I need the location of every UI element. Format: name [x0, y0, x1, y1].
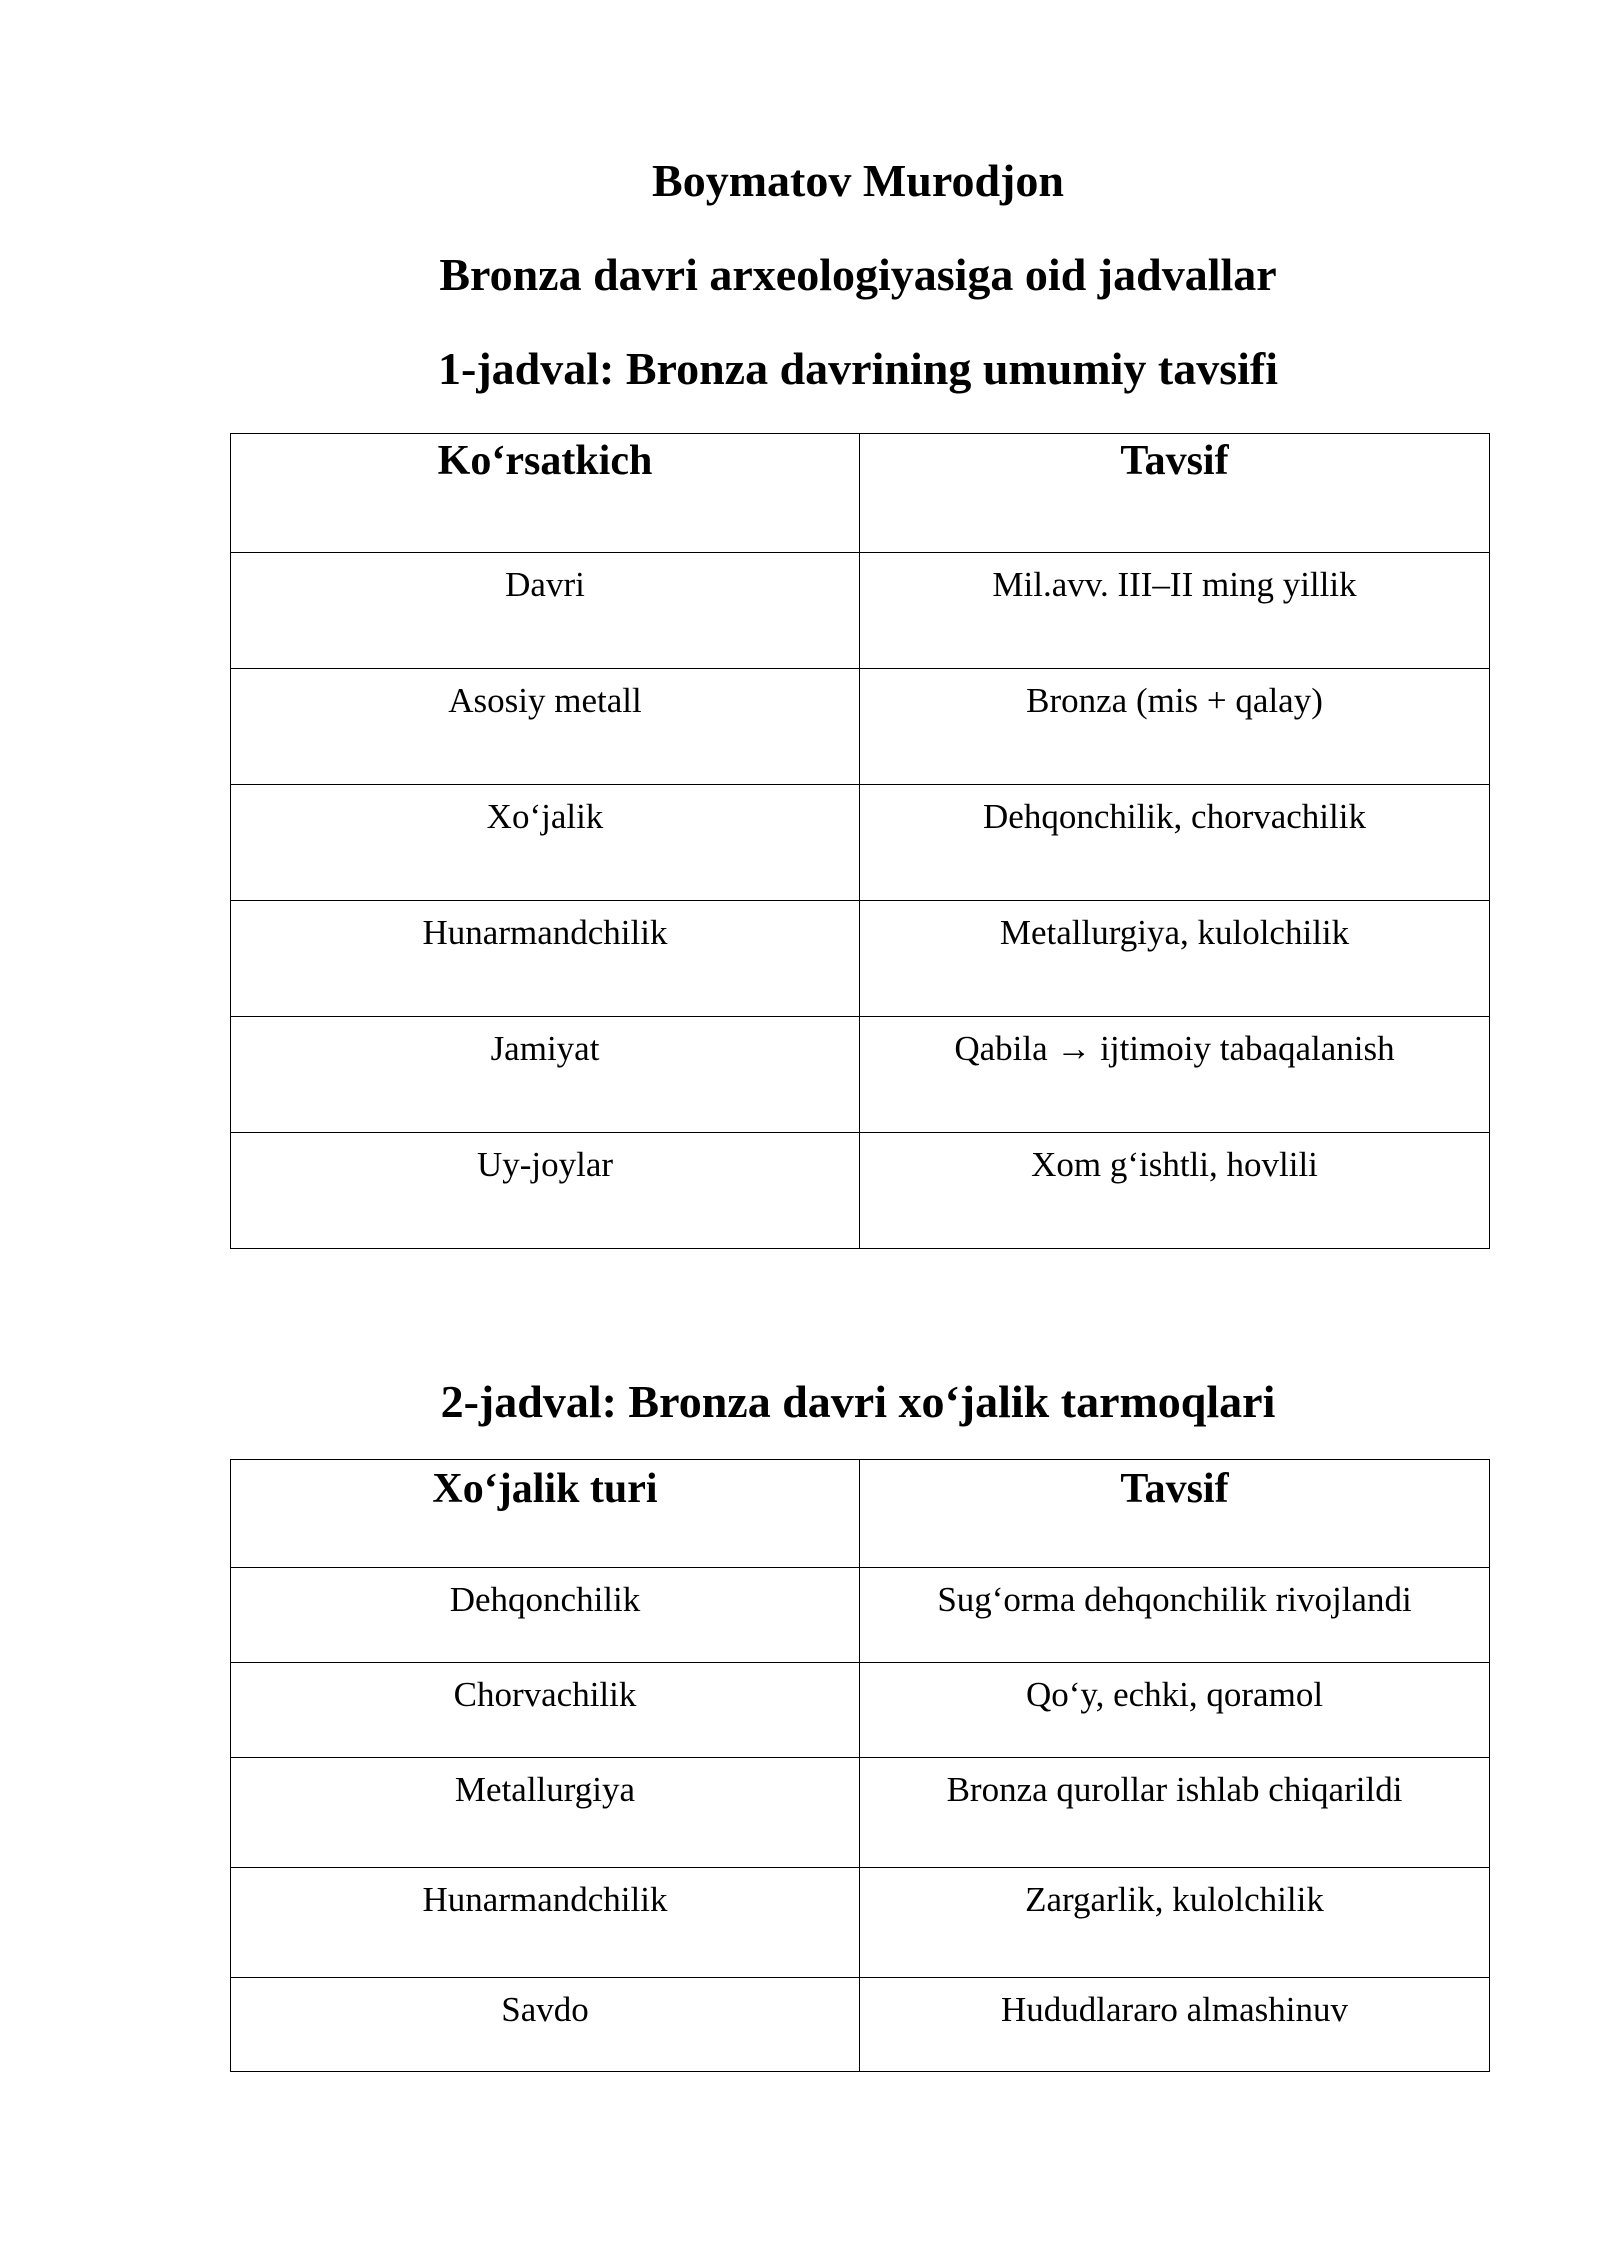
table-row — [231, 785, 1490, 901]
table-economic-sectors — [230, 1459, 1490, 2072]
table-cell: Metallurgiya — [231, 1758, 860, 1868]
document-title: Bronza davri arxeologiyasiga oid jadvallar — [439, 249, 1277, 300]
table-cell: Metallurgiya, kulolchilik — [860, 901, 1490, 1017]
table-cell: Bronza (mis + qalay) — [860, 669, 1490, 785]
table-row — [231, 1133, 1490, 1249]
column-header: Ko‘rsatkich — [231, 434, 860, 553]
author-name: Boymatov Murodjon — [652, 155, 1064, 206]
table-cell: Davri — [231, 553, 860, 669]
table-cell: Dehqonchilik — [231, 1568, 860, 1663]
table-cell: Hududlararo almashinuv — [860, 1978, 1490, 2072]
table2-title: 2-jadval: Bronza davri xo‘jalik tarmoqlari — [440, 1376, 1276, 1427]
table-cell: Bronza qurollar ishlab chiqarildi — [860, 1758, 1490, 1868]
table-header-row — [231, 434, 1490, 553]
table-cell: Sug‘orma dehqonchilik rivojlandi — [860, 1568, 1490, 1663]
table-row — [231, 901, 1490, 1017]
table-cell: Qabila → ijtimoiy tabaqalanish — [860, 1017, 1490, 1133]
column-header: Tavsif — [860, 434, 1490, 553]
table-row — [231, 1758, 1490, 1868]
table-cell: Savdo — [231, 1978, 860, 2072]
table-row — [231, 669, 1490, 785]
table-row — [231, 553, 1490, 669]
table-row — [231, 1017, 1490, 1133]
table-cell: Asosiy metall — [231, 669, 860, 785]
table-cell: Uy-joylar — [231, 1133, 860, 1249]
table1-title: 1-jadval: Bronza davrining umumiy tavsifi — [438, 343, 1278, 394]
table-cell: Hunarmandchilik — [231, 1868, 860, 1978]
table-cell: Jamiyat — [231, 1017, 860, 1133]
table-cell: Qo‘y, echki, qoramol — [860, 1663, 1490, 1758]
table-cell: Mil.avv. III–II ming yillik — [860, 553, 1490, 669]
table-cell: Hunarmandchilik — [231, 901, 860, 1017]
table-bronze-age-overview — [230, 433, 1490, 1249]
table-row — [231, 1978, 1490, 2072]
table-cell: Zargarlik, kulolchilik — [860, 1868, 1490, 1978]
table-header-row — [231, 1460, 1490, 1568]
column-header: Xo‘jalik turi — [231, 1460, 860, 1568]
table-row — [231, 1868, 1490, 1978]
table-row — [231, 1568, 1490, 1663]
table-cell: Dehqonchilik, chorvachilik — [860, 785, 1490, 901]
table-cell: Xom g‘ishtli, hovlili — [860, 1133, 1490, 1249]
table-cell: Chorvachilik — [231, 1663, 860, 1758]
table-cell: Xo‘jalik — [231, 785, 860, 901]
table-row — [231, 1663, 1490, 1758]
column-header: Tavsif — [860, 1460, 1490, 1568]
